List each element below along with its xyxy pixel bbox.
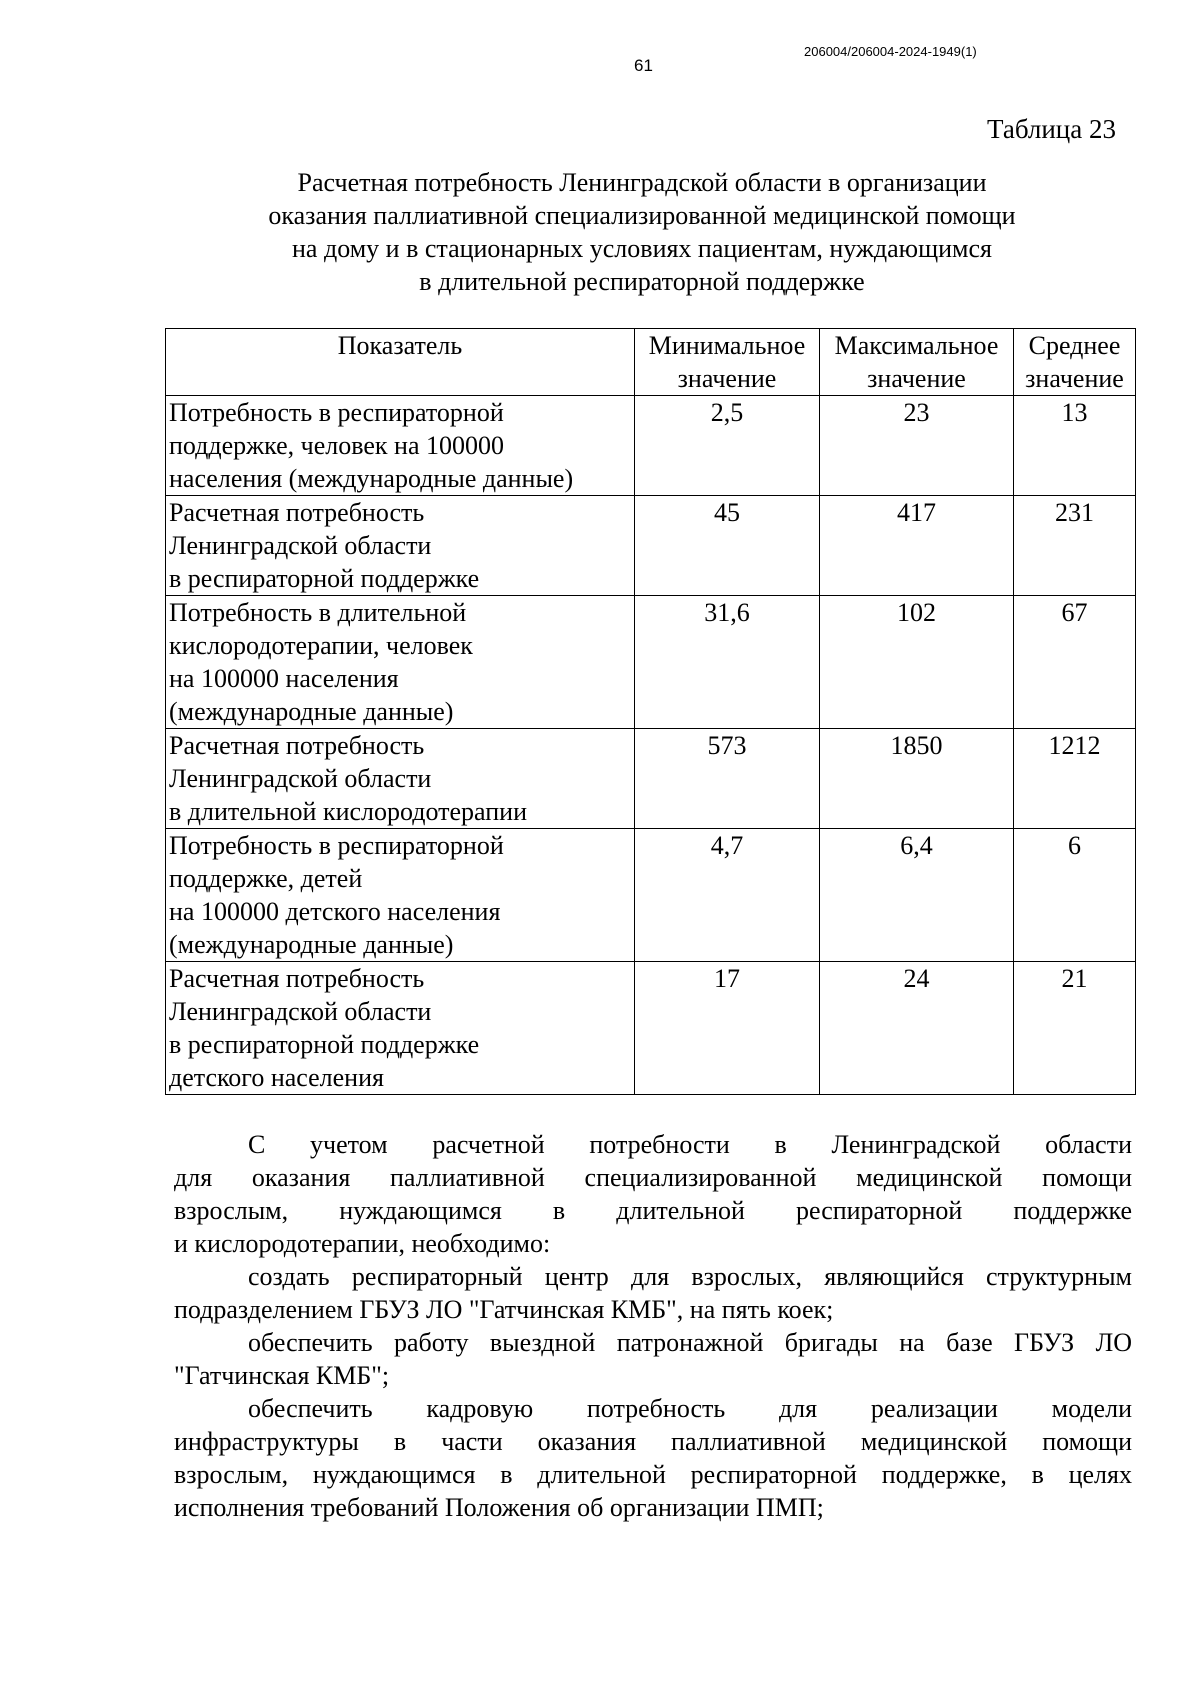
paragraph-line: и кислородотерапии, необходимо: xyxy=(174,1229,551,1258)
table-row xyxy=(166,396,1136,496)
table-row xyxy=(166,829,1136,962)
table-row xyxy=(166,729,1136,829)
indicator-line: Расчетная потребность xyxy=(169,731,425,760)
paragraph-line: обеспечить кадровую потребность для реализации модели xyxy=(248,1394,1132,1423)
avg-value-cell: 67 xyxy=(1014,596,1136,729)
indicator-line: населения (международные данные) xyxy=(169,464,574,493)
indicator-line: Потребность в длительной xyxy=(169,598,467,627)
avg-value-cell: 13 xyxy=(1014,396,1136,496)
document-id: 206004/206004-2024-1949(1) xyxy=(804,44,977,59)
header-line: значение xyxy=(867,364,966,393)
indicator-line: кислородотерапии, человек xyxy=(169,631,473,660)
indicator-line: на 100000 детского населения xyxy=(169,897,501,926)
avg-value-cell: 21 xyxy=(1014,962,1136,1095)
max-value-cell: 6,4 xyxy=(820,829,1014,962)
page-number: 61 xyxy=(634,56,653,75)
min-value-cell: 31,6 xyxy=(635,596,820,729)
avg-value-cell: 1212 xyxy=(1014,729,1136,829)
table-caption xyxy=(150,166,1134,298)
paragraph-line: обеспечить работу выездной патронажной бригады на базе ГБУЗ ЛО xyxy=(248,1328,1132,1357)
indicators-table xyxy=(165,328,1136,1095)
indicator-line: Расчетная потребность xyxy=(169,498,425,527)
min-value-cell: 17 xyxy=(635,962,820,1095)
table-row xyxy=(166,962,1136,1095)
paragraph-line: взрослым, нуждающимся в длительной респираторной поддержке, в целях xyxy=(174,1460,1132,1489)
indicator-line: в респираторной поддержке xyxy=(169,564,480,593)
paragraph-line: взрослым, нуждающимся в длительной респираторной поддержке xyxy=(174,1196,1132,1225)
indicator-line: Ленинградской области xyxy=(169,531,432,560)
paragraph xyxy=(174,1128,1132,1260)
paragraph xyxy=(174,1326,1132,1392)
indicator-line: (международные данные) xyxy=(169,697,454,726)
max-value-cell: 102 xyxy=(820,596,1014,729)
caption-line: на дому и в стационарных условиях пациентам, нуждающимся xyxy=(292,234,992,263)
caption-line: оказания паллиативной специализированной медицинской помощи xyxy=(268,201,1016,230)
max-value-cell: 417 xyxy=(820,496,1014,596)
indicator-line: Потребность в респираторной xyxy=(169,398,504,427)
header-line: значение xyxy=(677,364,777,393)
indicator-cell xyxy=(166,829,635,962)
indicator-cell xyxy=(166,596,635,729)
table-row xyxy=(166,496,1136,596)
paragraph xyxy=(174,1260,1132,1326)
header-line: Минимальное xyxy=(648,331,806,360)
header-max xyxy=(820,329,1014,396)
paragraph-line: исполнения требований Положения об организации ПМП; xyxy=(174,1493,824,1522)
indicator-line: Расчетная потребность xyxy=(169,964,425,993)
avg-value-cell: 231 xyxy=(1014,496,1136,596)
caption-line: в длительной респираторной поддержке xyxy=(419,267,865,296)
header-indicator xyxy=(166,329,635,396)
indicator-cell xyxy=(166,496,635,596)
indicator-line: Ленинградской области xyxy=(169,997,432,1026)
paragraph-line: инфраструктуры в части оказания паллиативной медицинской помощи xyxy=(174,1427,1132,1456)
min-value-cell: 2,5 xyxy=(635,396,820,496)
indicator-line: в длительной кислородотерапии xyxy=(169,797,527,826)
table-label: Таблица 23 xyxy=(987,114,1116,144)
header-line: Показатель xyxy=(337,331,463,360)
indicator-line: детского населения xyxy=(169,1063,384,1092)
header-line: Среднее xyxy=(1028,331,1121,360)
indicator-cell xyxy=(166,962,635,1095)
header-min xyxy=(635,329,820,396)
indicator-line: Ленинградской области xyxy=(169,764,432,793)
table-row xyxy=(166,596,1136,729)
paragraph-line: "Гатчинская КМБ"; xyxy=(174,1361,390,1390)
paragraph-line: создать респираторный центр для взрослых, являющийся структурным xyxy=(248,1262,1132,1291)
indicator-line: (международные данные) xyxy=(169,930,454,959)
avg-value-cell: 6 xyxy=(1014,829,1136,962)
indicator-line: поддержке, детей xyxy=(169,864,363,893)
min-value-cell: 573 xyxy=(635,729,820,829)
body-text xyxy=(174,1128,1132,1524)
caption-line: Расчетная потребность Ленинградской области в организации xyxy=(297,168,987,197)
table-header-row xyxy=(166,329,1136,396)
indicator-line: в респираторной поддержке xyxy=(169,1030,480,1059)
paragraph-line: для оказания паллиативной специализированной медицинской помощи xyxy=(174,1163,1132,1192)
max-value-cell: 1850 xyxy=(820,729,1014,829)
max-value-cell: 23 xyxy=(820,396,1014,496)
header-avg xyxy=(1014,329,1136,396)
header-line: значение xyxy=(1025,364,1124,393)
max-value-cell: 24 xyxy=(820,962,1014,1095)
indicator-cell xyxy=(166,396,635,496)
paragraph xyxy=(174,1392,1132,1524)
min-value-cell: 4,7 xyxy=(635,829,820,962)
paragraph-line: С учетом расчетной потребности в Ленинградской области xyxy=(248,1130,1132,1159)
header-line: Максимальное xyxy=(834,331,999,360)
indicator-line: поддержке, человек на 100000 xyxy=(169,431,504,460)
paragraph-line: подразделением ГБУЗ ЛО "Гатчинская КМБ", на пять коек; xyxy=(174,1295,834,1324)
indicator-cell xyxy=(166,729,635,829)
indicator-line: Потребность в респираторной xyxy=(169,831,504,860)
indicator-line: на 100000 населения xyxy=(169,664,399,693)
min-value-cell: 45 xyxy=(635,496,820,596)
